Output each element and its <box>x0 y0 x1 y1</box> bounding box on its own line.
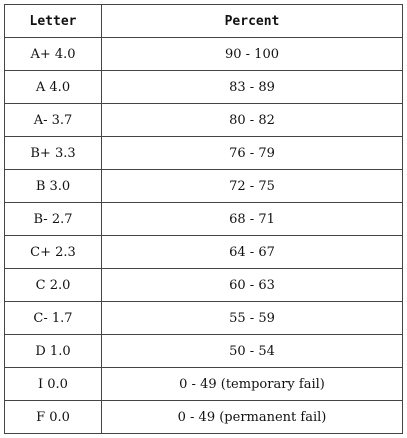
letter-cell: C- 1.7 <box>5 302 102 335</box>
percent-cell: 64 - 67 <box>102 236 403 269</box>
table-row <box>5 401 403 434</box>
percent-cell: 72 - 75 <box>102 170 403 203</box>
percent-cell: 0 - 49 (permanent fail) <box>102 401 403 434</box>
letter-cell: A- 3.7 <box>5 104 102 137</box>
percent-cell: 68 - 71 <box>102 203 403 236</box>
table-header <box>5 5 403 38</box>
table-row <box>5 104 403 137</box>
percent-cell: 90 - 100 <box>102 38 403 71</box>
header-row <box>5 5 403 38</box>
header-letter: Letter <box>5 5 102 38</box>
letter-cell: A+ 4.0 <box>5 38 102 71</box>
letter-cell: I 0.0 <box>5 368 102 401</box>
letter-cell: F 0.0 <box>5 401 102 434</box>
percent-cell: 83 - 89 <box>102 71 403 104</box>
letter-cell: C+ 2.3 <box>5 236 102 269</box>
table-row <box>5 170 403 203</box>
letter-cell: A 4.0 <box>5 71 102 104</box>
letter-cell: B 3.0 <box>5 170 102 203</box>
table-row <box>5 71 403 104</box>
percent-cell: 50 - 54 <box>102 335 403 368</box>
table-row <box>5 368 403 401</box>
letter-cell: C 2.0 <box>5 269 102 302</box>
table-body <box>5 38 403 434</box>
table-row <box>5 302 403 335</box>
table-row <box>5 203 403 236</box>
table-row <box>5 335 403 368</box>
table-row <box>5 269 403 302</box>
header-percent: Percent <box>102 5 403 38</box>
letter-cell: B- 2.7 <box>5 203 102 236</box>
percent-cell: 80 - 82 <box>102 104 403 137</box>
grade-table <box>4 4 403 434</box>
letter-cell: B+ 3.3 <box>5 137 102 170</box>
percent-cell: 76 - 79 <box>102 137 403 170</box>
percent-cell: 55 - 59 <box>102 302 403 335</box>
percent-cell: 60 - 63 <box>102 269 403 302</box>
table-row <box>5 38 403 71</box>
percent-cell: 0 - 49 (temporary fail) <box>102 368 403 401</box>
table-row <box>5 236 403 269</box>
table-row <box>5 137 403 170</box>
letter-cell: D 1.0 <box>5 335 102 368</box>
